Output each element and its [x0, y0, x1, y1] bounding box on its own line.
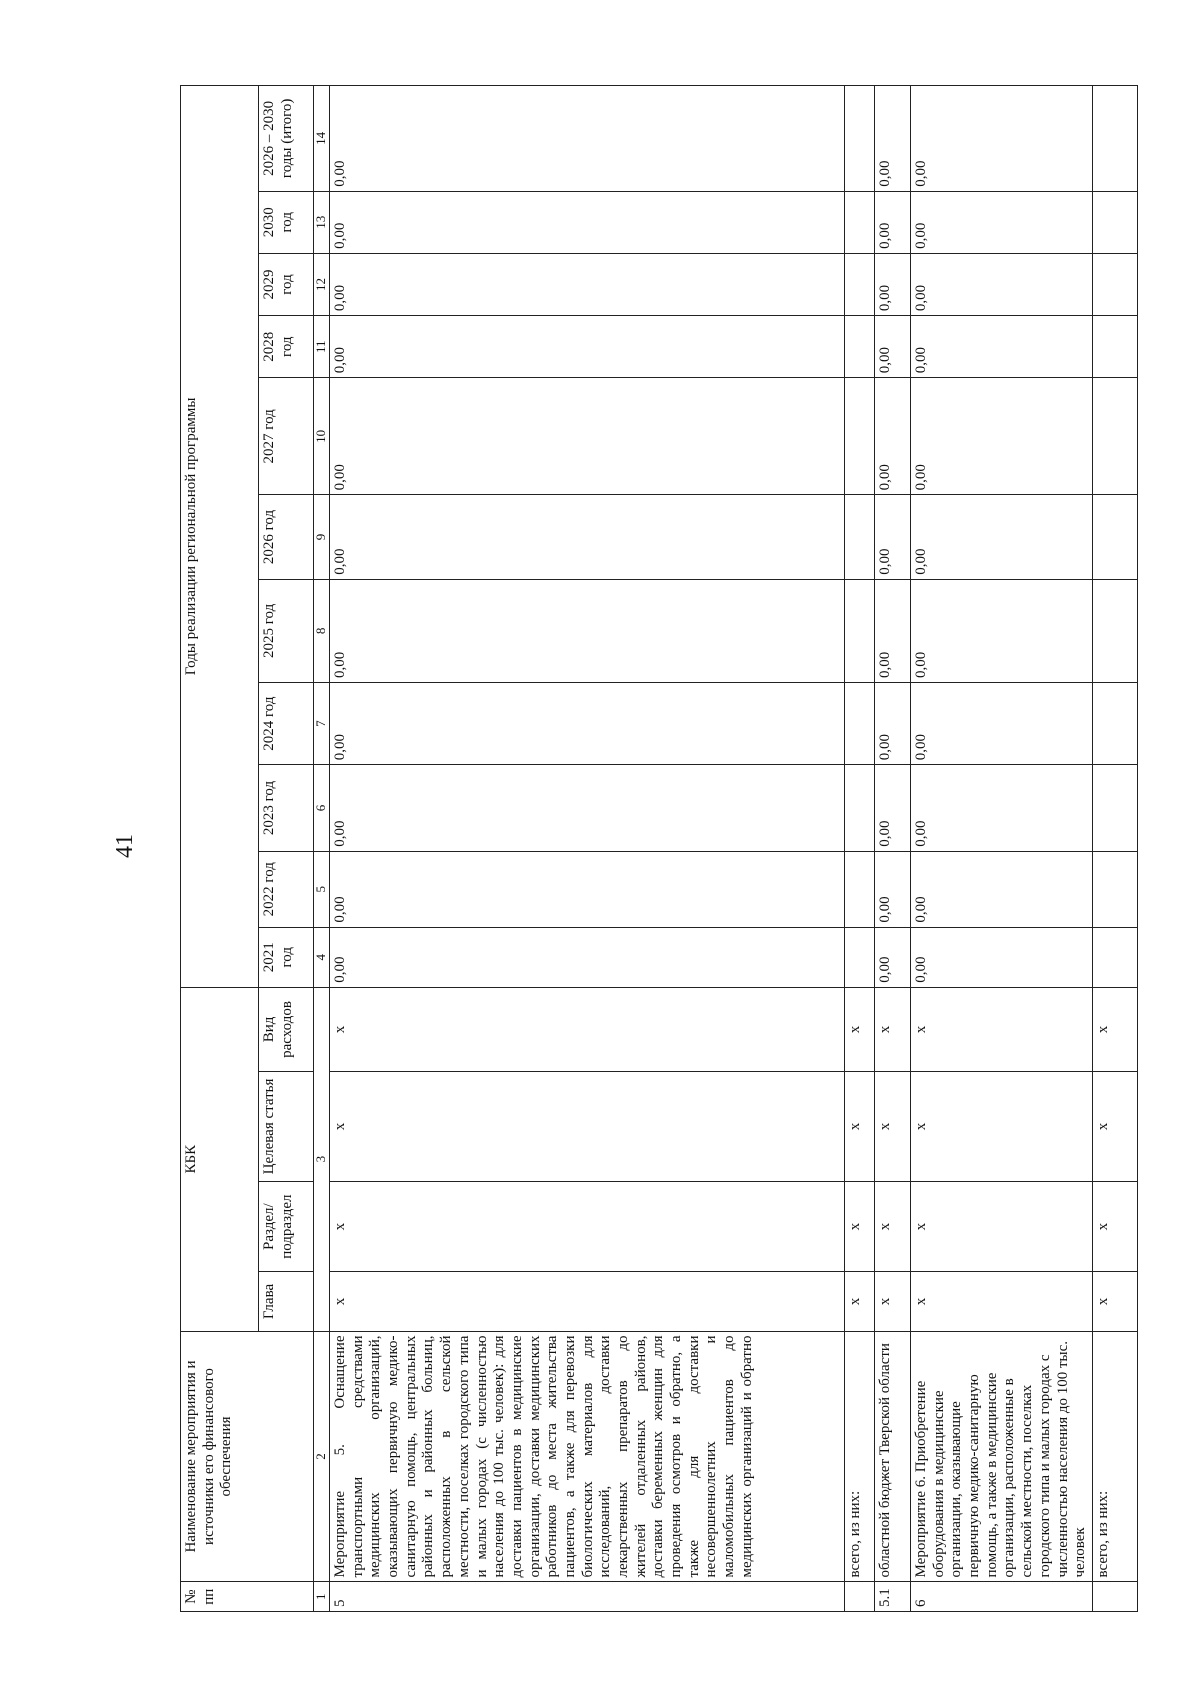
- value-cell: 0,00: [330, 86, 845, 192]
- kbk-cell: х: [911, 1072, 1093, 1182]
- header-year-col: 2030 год: [259, 191, 314, 253]
- column-number: 8: [314, 579, 330, 682]
- header-year-col: 2026 – 2030 годы (итого): [259, 86, 314, 192]
- value-cell: [845, 683, 875, 765]
- header-years: Годы реализации региональной программы: [181, 86, 259, 988]
- value-cell: 0,00: [330, 253, 845, 315]
- kbk-cell: х: [911, 1181, 1093, 1272]
- financing-table: [180, 85, 1138, 1612]
- value-cell: 0,00: [911, 191, 1093, 253]
- value-cell: [1092, 851, 1137, 927]
- value-cell: [1092, 683, 1137, 765]
- row-name: Мероприятие 5. Оснащение транспортными средствами медицинских организаций, оказывающих первичную медико-санитарную помощь, центральных районных и районных больниц, расположенных в сельской местности, поселках городского типа и малых городах (с численностью населения до 100 тыс. человек): для доставки пациентов в медицинские организации, доставки медицинских работников до места жительства пациентов, а также для перевозки биологических материалов для исследований, доставки лекарственных препаратов до жителей отдаленных районов, доставки беременных женщин для проведения осмотров и обратно, а также для доставки несовершеннолетних и маломобильных пациентов до медицинских организаций и обратно: [330, 1331, 845, 1582]
- kbk-cell: х: [330, 1272, 845, 1331]
- column-number: 10: [314, 378, 330, 495]
- kbk-cell: х: [845, 1272, 875, 1331]
- value-cell: 0,00: [911, 495, 1093, 579]
- column-number: 1: [314, 1582, 330, 1612]
- value-cell: [845, 579, 875, 682]
- page-number: 41: [112, 834, 138, 858]
- row-name: Мероприятие 6. Приобретение оборудования в медицинские организации, оказывающие первичную медико-санитарную помощь, а также в медицинские организации, расположенные в сельской местности, поселках городского типа и малых городах с численностью населения до 100 тыс. человек: [911, 1331, 1093, 1582]
- value-cell: 0,00: [875, 765, 911, 851]
- column-number: 6: [314, 765, 330, 851]
- kbk-cell: х: [1092, 1072, 1137, 1182]
- value-cell: [1092, 495, 1137, 579]
- value-cell: [1092, 86, 1137, 192]
- column-number: 2: [314, 1331, 330, 1582]
- row-number: [845, 1582, 875, 1612]
- value-cell: 0,00: [330, 495, 845, 579]
- value-cell: 0,00: [911, 579, 1093, 682]
- value-cell: 0,00: [875, 316, 911, 378]
- table-row: [330, 86, 845, 1612]
- kbk-cell: х: [330, 1072, 845, 1182]
- header-name: Наименование мероприятия и источники его финансового обеспечения: [181, 1331, 314, 1582]
- column-number: 4: [314, 927, 330, 987]
- column-number: 11: [314, 316, 330, 378]
- value-cell: 0,00: [330, 579, 845, 682]
- value-cell: [1092, 579, 1137, 682]
- value-cell: 0,00: [911, 253, 1093, 315]
- value-cell: 0,00: [875, 86, 911, 192]
- kbk-cell: х: [330, 987, 845, 1071]
- value-cell: 0,00: [911, 378, 1093, 495]
- value-cell: [845, 191, 875, 253]
- header-year-col: 2022 год: [259, 851, 314, 927]
- header-kbk-col: Целевая статья: [259, 1072, 314, 1182]
- kbk-cell: х: [1092, 987, 1137, 1071]
- value-cell: 0,00: [330, 378, 845, 495]
- kbk-cell: х: [1092, 1181, 1137, 1272]
- value-cell: 0,00: [330, 765, 845, 851]
- header-year-col: 2026 год: [259, 495, 314, 579]
- kbk-cell: х: [330, 1181, 845, 1272]
- kbk-cell: х: [845, 1181, 875, 1272]
- header-kbk-col: Вид расходов: [259, 987, 314, 1071]
- value-cell: [845, 765, 875, 851]
- value-cell: [845, 378, 875, 495]
- value-cell: 0,00: [330, 683, 845, 765]
- value-cell: 0,00: [330, 191, 845, 253]
- value-cell: 0,00: [875, 683, 911, 765]
- row-number: 5.1: [875, 1582, 911, 1612]
- column-number: 5: [314, 851, 330, 927]
- header-year-col: 2029 год: [259, 253, 314, 315]
- value-cell: [1092, 191, 1137, 253]
- table-row: [911, 86, 1093, 1612]
- kbk-cell: х: [875, 1272, 911, 1331]
- value-cell: 0,00: [911, 316, 1093, 378]
- value-cell: [1092, 927, 1137, 987]
- value-cell: [1092, 765, 1137, 851]
- row-number: [1092, 1582, 1137, 1612]
- column-number: 13: [314, 191, 330, 253]
- column-number: 3: [314, 987, 330, 1331]
- header-year-col: 2021 год: [259, 927, 314, 987]
- row-number: 6: [911, 1582, 1093, 1612]
- header-kbk: КБК: [181, 987, 259, 1331]
- value-cell: 0,00: [330, 851, 845, 927]
- value-cell: 0,00: [875, 495, 911, 579]
- value-cell: [845, 86, 875, 192]
- value-cell: [845, 253, 875, 315]
- column-number: 12: [314, 253, 330, 315]
- value-cell: 0,00: [875, 851, 911, 927]
- header-year-col: 2028 год: [259, 316, 314, 378]
- kbk-cell: х: [845, 1072, 875, 1182]
- kbk-cell: х: [1092, 1272, 1137, 1331]
- value-cell: 0,00: [911, 765, 1093, 851]
- row-name: областной бюджет Тверской области: [875, 1331, 911, 1582]
- value-cell: 0,00: [875, 253, 911, 315]
- table-row: [845, 86, 875, 1612]
- header-year-col: 2027 год: [259, 378, 314, 495]
- header-year-col: 2023 год: [259, 765, 314, 851]
- value-cell: 0,00: [875, 191, 911, 253]
- value-cell: 0,00: [330, 316, 845, 378]
- header-num: № пп: [181, 1582, 314, 1612]
- value-cell: 0,00: [875, 378, 911, 495]
- value-cell: 0,00: [911, 851, 1093, 927]
- value-cell: 0,00: [911, 86, 1093, 192]
- kbk-cell: х: [875, 987, 911, 1071]
- kbk-cell: х: [845, 987, 875, 1071]
- value-cell: [1092, 253, 1137, 315]
- column-numbers-row: [314, 86, 330, 1612]
- value-cell: [845, 316, 875, 378]
- table-row: [875, 86, 911, 1612]
- value-cell: [845, 927, 875, 987]
- row-name: всего, из них:: [845, 1331, 875, 1582]
- kbk-cell: х: [875, 1181, 911, 1272]
- header-year-col: 2024 год: [259, 683, 314, 765]
- value-cell: 0,00: [911, 927, 1093, 987]
- value-cell: 0,00: [330, 927, 845, 987]
- value-cell: [845, 851, 875, 927]
- column-number: 14: [314, 86, 330, 192]
- header-year-col: 2025 год: [259, 579, 314, 682]
- value-cell: [845, 495, 875, 579]
- rotated-table-container: [180, 85, 1125, 1612]
- kbk-cell: х: [875, 1072, 911, 1182]
- row-name: всего, из них:: [1092, 1331, 1137, 1582]
- table-row: [1092, 86, 1137, 1612]
- value-cell: 0,00: [911, 683, 1093, 765]
- value-cell: 0,00: [875, 927, 911, 987]
- header-kbk-col: Глава: [259, 1272, 314, 1331]
- kbk-cell: х: [911, 1272, 1093, 1331]
- row-number: 5: [330, 1582, 845, 1612]
- column-number: 7: [314, 683, 330, 765]
- value-cell: [1092, 378, 1137, 495]
- value-cell: 0,00: [875, 579, 911, 682]
- header-kbk-col: Раздел/ подраздел: [259, 1181, 314, 1272]
- kbk-cell: х: [911, 987, 1093, 1071]
- value-cell: [1092, 316, 1137, 378]
- column-number: 9: [314, 495, 330, 579]
